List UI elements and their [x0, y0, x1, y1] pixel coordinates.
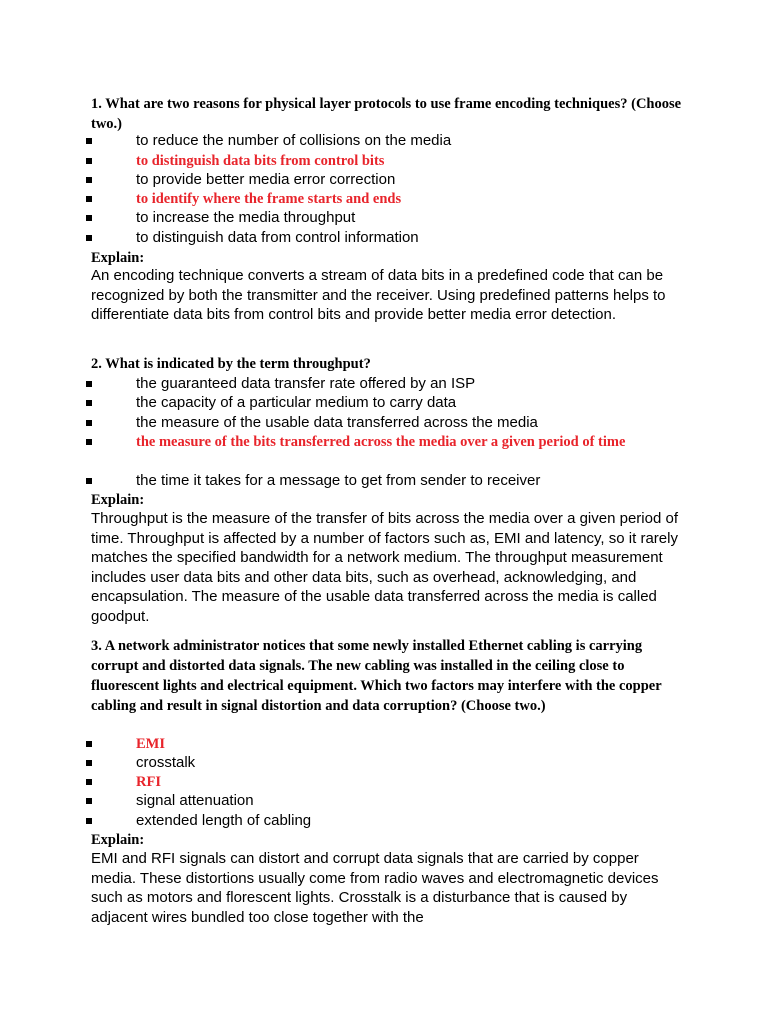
square-bullet-icon [86, 400, 92, 406]
square-bullet-icon [86, 235, 92, 241]
option-text: the measure of the usable data transferred across the media [136, 414, 538, 431]
question-3-heading: 3. A network administrator notices that some newly installed Ethernet cabling is carrying corrupt and distorted data signals. The new cabling was installed in the ceiling close to fluorescent lights and electrical equipment. Which two factors may interfere with the copper cabling and result in signal distortion and data corruption? (Choose two.) [91, 638, 662, 714]
option-text: to reduce the number of collisions on the media [136, 132, 452, 149]
square-bullet-icon [86, 215, 92, 221]
question-1-option-6 [0, 228, 700, 248]
option-text-correct: the measure of the bits transferred across the media over a given period of time [136, 434, 626, 450]
option-text: signal attenuation [136, 792, 254, 809]
question-3-option-3 [0, 772, 700, 792]
square-bullet-icon [86, 138, 92, 144]
option-text: to provide better media error correction [136, 171, 396, 188]
option-text: crosstalk [136, 754, 196, 771]
square-bullet-icon [86, 439, 92, 445]
option-text: the time it takes for a message to get from sender to receiver [136, 472, 541, 489]
square-bullet-icon [86, 818, 92, 824]
square-bullet-icon [86, 381, 92, 387]
question-3-option-2 [0, 753, 700, 773]
question-1-option-1 [0, 131, 700, 151]
question-1-explain-label: Explain: [91, 250, 145, 266]
square-bullet-icon [86, 420, 92, 426]
option-text-correct: EMI [136, 736, 165, 752]
question-1-option-4 [0, 189, 700, 209]
question-2-option-2 [0, 393, 700, 413]
question-1-explanation: An encoding technique converts a stream of data bits in a predefined code that can be recognized by both the transmitter and the receiver. Using predefined patterns helps to differentiate data bits from control bits and provide better media error detection. [91, 267, 666, 324]
option-text-correct: RFI [136, 774, 161, 790]
square-bullet-icon [86, 177, 92, 183]
square-bullet-icon [86, 478, 92, 484]
question-1-option-3 [0, 170, 700, 190]
question-3-option-4 [0, 791, 700, 811]
option-text: to increase the media throughput [136, 209, 356, 226]
question-2-explain-label: Explain: [91, 492, 145, 508]
question-3-option-5 [0, 811, 700, 831]
square-bullet-icon [86, 760, 92, 766]
square-bullet-icon [86, 798, 92, 804]
question-2-explanation: Throughput is the measure of the transfer of bits across the media over a given period of time. Throughput is affected by a number of factors such as, EMI and latency, so it rarely matches the specified bandwidth for a network medium. The throughput measurement includes user data bits and other data bits, such as overhead, acknowledging, and encapsulation. The measure of the usable data transferred across the media is called goodput. [91, 510, 678, 625]
question-1-option-5 [0, 208, 700, 228]
option-text-correct: to identify where the frame starts and ends [136, 191, 402, 207]
question-2-option-5 [0, 471, 700, 491]
square-bullet-icon [86, 158, 92, 164]
question-1-heading: 1. What are two reasons for physical layer protocols to use frame encoding techniques? (Choose two.) [91, 96, 682, 132]
square-bullet-icon [86, 196, 92, 202]
option-text-correct: to distinguish data bits from control bits [136, 153, 385, 169]
square-bullet-icon [86, 779, 92, 785]
option-text: the guaranteed data transfer rate offered by an ISP [136, 375, 476, 392]
question-2-option-4 [0, 432, 700, 472]
question-3-option-1 [0, 734, 700, 754]
question-1-option-2 [0, 151, 700, 171]
question-3-explanation: EMI and RFI signals can distort and corrupt data signals that are carried by copper media. These distortions usually come from radio waves and electromagnetic devices such as motors and florescent lights. Crosstalk is a disturbance that is caused by adjacent wires bundled too close together with the [91, 850, 659, 926]
question-2-heading: 2. What is indicated by the term throughput? [91, 356, 371, 372]
square-bullet-icon [86, 741, 92, 747]
option-text: to distinguish data from control information [136, 229, 419, 246]
question-2-option-1 [0, 374, 700, 394]
question-2-option-3 [0, 413, 700, 433]
question-3-explain-label: Explain: [91, 832, 145, 848]
option-text: extended length of cabling [136, 812, 312, 829]
option-text: the capacity of a particular medium to carry data [136, 394, 457, 411]
